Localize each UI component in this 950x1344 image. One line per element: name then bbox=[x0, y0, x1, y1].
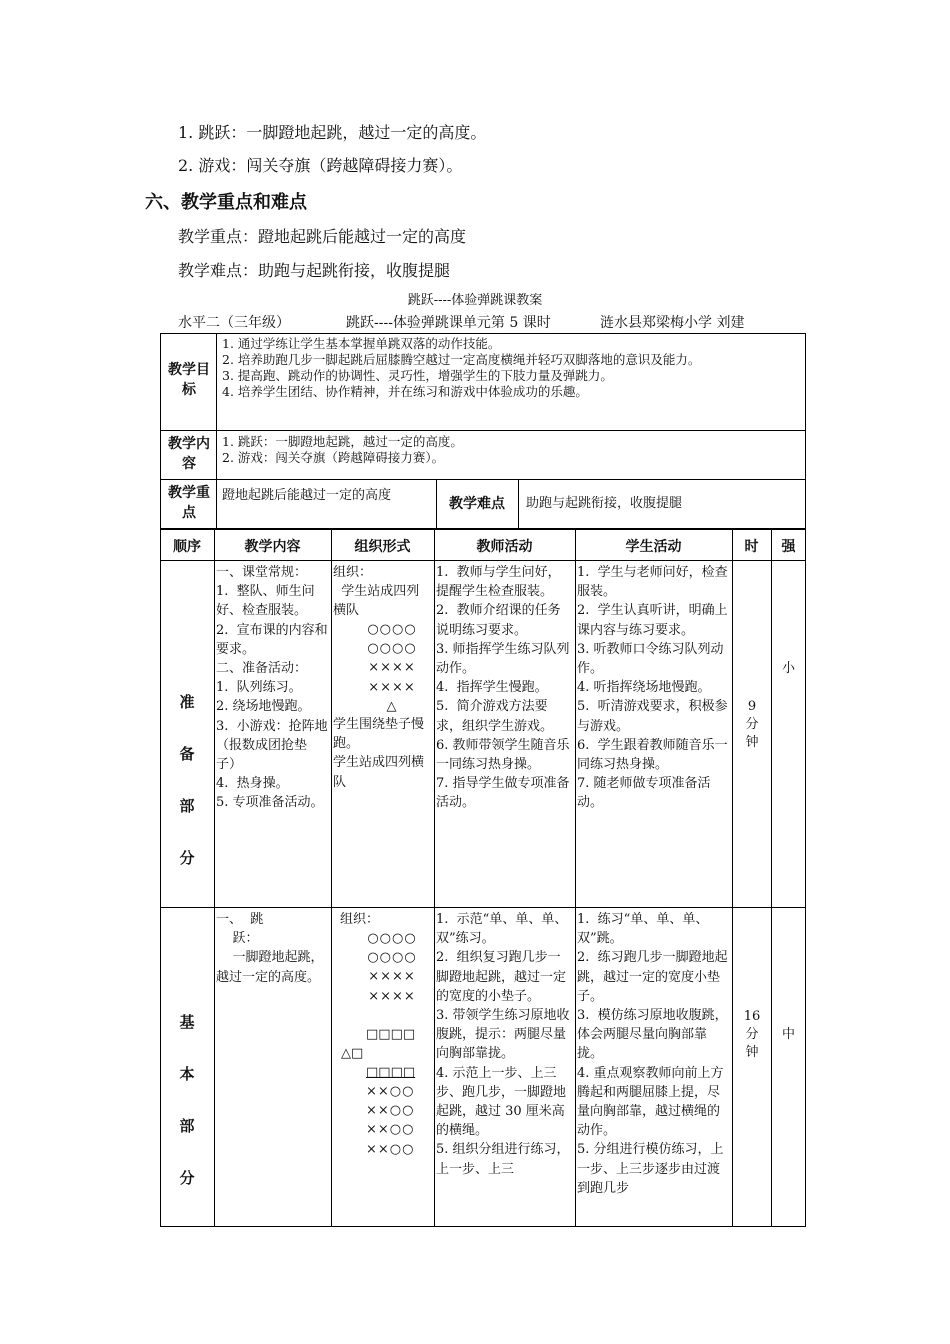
basic-student: 1. 练习“单、单、单、双”跳。 2. 练习跑几步一脚蹬地起跳，越过一定的宽度小垫子。 3. 模仿练习原地收腹跳，体会两腿尽量向胸部靠拢。 4. 重点观察教师向前上方腾起和两腿屈膝上提，尽量向胸部靠，越过横绳的动作。 5. 分组进行模仿练习，上一步、上三步逐步由过渡到跑几步 bbox=[577, 912, 728, 1196]
objectives-list bbox=[222, 336, 802, 400]
prep-intensity: 小 bbox=[781, 661, 795, 676]
plan-title: 跳跃----体验弹跳课教案 bbox=[407, 293, 543, 308]
prep-teacher: 1. 教师与学生问好，提醒学生检查服装。 2. 教师介绍课的任务说明练习要求。 3. 师指挥学生练习队列动作。 4. 指挥学生慢跑。 5. 简介游戏方法要求，组织学生游戏。 6. 教师带领学生随音乐一同练习热身操。 7. 指导学生做专项准备活动。 bbox=[436, 565, 570, 811]
basic-mats-1: □□□□ bbox=[366, 1027, 416, 1042]
header-time: 时 bbox=[744, 539, 759, 555]
content-list bbox=[222, 434, 802, 466]
prep-org-2: 学生围绕垫子慢跑。 学生站成四列横队 bbox=[333, 717, 425, 790]
objective-item: 3. 提高跑、跳动作的协调性、灵巧性，增强学生的下肢力量及弹跳力。 bbox=[222, 368, 613, 383]
objective-item: 4. 培养学生团结、协作精神，并在练习和游戏中体验成功的乐趣。 bbox=[222, 384, 588, 399]
content-item: 2. 游戏：闯关夺旗（跨越障碍接力赛）。 bbox=[222, 450, 445, 465]
difficulty-text: 助跑与起跳衔接，收腹提腿 bbox=[526, 496, 683, 511]
basic-org-1: 组织： bbox=[340, 912, 380, 927]
keypoints-text: 蹬地起跳后能越过一定的高度 bbox=[222, 488, 392, 503]
prep-stage-label: 准 备 部 分 bbox=[179, 693, 195, 867]
prep-student: 1. 学生与老师问好，检查服装。 2. 学生认真听讲，明确上课内容与练习要求。 3. 听教师口令练习队列动作。 4. 听指挥绕场地慢跑。 5. 听清游戏要求，积极参与游戏。 6. 学生跟着教师随音乐一同练习热身操。 7. 随老师做专项准备活动。 bbox=[577, 565, 728, 811]
basic-intensity: 中 bbox=[781, 1027, 795, 1042]
meta-unit: 跳跃----体验弹跳课单元第 5 课时 bbox=[346, 315, 551, 331]
header-intensity: 强 bbox=[781, 539, 796, 555]
basic-content: 一、 跳 跃： 一脚蹬地起跳，越过一定的高度。 bbox=[216, 912, 324, 985]
keypoints-label: 教学重点 bbox=[168, 485, 210, 521]
intro-item-2: 2. 游戏：闯关夺旗（跨越障碍接力赛）。 bbox=[178, 156, 463, 175]
key-point: 教学重点：蹬地起跳后能越过一定的高度 bbox=[178, 227, 467, 246]
difficulty-point: 教学难点：助跑与起跳衔接，收腹提腿 bbox=[178, 261, 451, 280]
meta-school: 涟水县郑梁梅小学 刘建 bbox=[600, 315, 745, 331]
content-label: 教学内容 bbox=[168, 436, 210, 472]
header-content: 教学内容 bbox=[244, 539, 301, 555]
header-organization: 组织形式 bbox=[354, 539, 411, 555]
basic-teacher: 1. 示范“单、单、单、双”练习。 2. 组织复习跑几步一脚蹬地起跳，越过一定的宽度的小垫子。 3. 带领学生练习原地收腹跳，提示：两腿尽量向胸部靠拢。 4. 示范上一步、上三步、跑几步，一脚蹬地起跳，越过 30 厘米高的横绳。 5. 组织分组进行练习，上一步、上三 bbox=[436, 912, 570, 1177]
header-order: 顺序 bbox=[173, 539, 201, 555]
intro-item-1: 1. 跳跃：一脚蹬地起跳，越过一定的高度。 bbox=[178, 123, 487, 142]
prep-content: 一、课堂常规： 1. 整队、师生问好、检查服装。 2. 宣布课的内容和要求。 二、准备活动： 1. 队列练习。 2. 绕场地慢跑。 3. 小游戏：抢阵地（报数成团抢垫子） 4. 热身操。 5. 专项准备活动。 bbox=[216, 565, 328, 811]
prep-formation: ○○○○ ○○○○ ×××× ×××× △ bbox=[367, 622, 417, 714]
basic-mats-2: △□ bbox=[341, 1046, 364, 1061]
section-heading: 六、教学重点和难点 bbox=[145, 192, 307, 213]
prep-org-1: 组织： 学生站成四列横队 bbox=[333, 565, 420, 619]
meta-level: 水平二（三年级） bbox=[178, 315, 290, 331]
difficulty-label: 教学难点 bbox=[449, 496, 505, 512]
objective-item: 1. 通过学练让学生基本掌握单跳双落的动作技能。 bbox=[222, 336, 501, 351]
header-student: 学生活动 bbox=[625, 539, 682, 555]
basic-rows: ××○○ ××○○ ××○○ ××○○ bbox=[366, 1084, 415, 1157]
objectives-label: 教学目标 bbox=[168, 362, 210, 398]
header-teacher: 教师活动 bbox=[476, 539, 533, 555]
objective-item: 2. 培养助跑几步一脚起跳后屈膝腾空越过一定高度横绳并轻巧双脚落地的意识及能力。 bbox=[222, 352, 701, 367]
prep-time: 9 分 钟 bbox=[745, 699, 759, 750]
basic-formation: ○○○○ ○○○○ ×××× ×××× bbox=[367, 931, 417, 1004]
basic-mats-3: □□□□ bbox=[366, 1065, 416, 1080]
content-item: 1. 跳跃：一脚蹬地起跳，越过一定的高度。 bbox=[222, 434, 463, 449]
basic-time: 16 分 钟 bbox=[743, 1009, 761, 1060]
basic-stage-label: 基 本 部 分 bbox=[179, 1013, 195, 1187]
